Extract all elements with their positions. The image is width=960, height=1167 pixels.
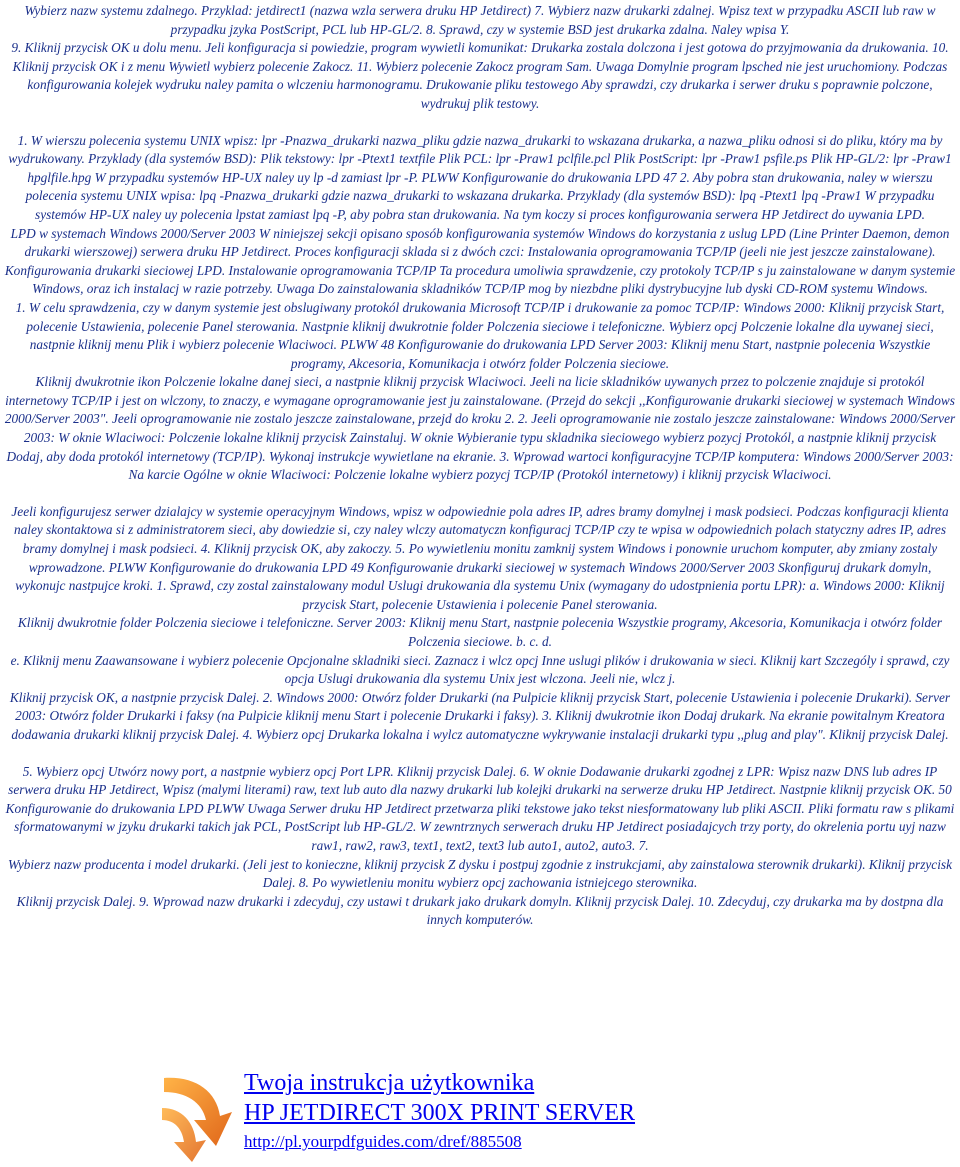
footer	[154, 1068, 854, 1164]
footer-url-link[interactable]: http://pl.yourpdfguides.com/dref/885508	[244, 1132, 522, 1151]
paragraph: 1. W celu sprawdzenia, czy w danym systemie jest obslugiwany protokól drukowania Microsoft TCP/IP i drukowanie za pomoc TCP/IP: Windows 2000: Kliknij przycisk Start, polecenie Ustawienia, polecenie Panel sterowania. Nastpnie kliknij dwukrotnie folder Polczenia sieciowe i telefoniczne. Wybierz opcj Polczenie lokalne dla uywanej sieci, nastpnie kliknij menu Plik i wybierz polecenie Wlaciwoci. PLWW 48 Konfigurowanie do drukowania LPD Server 2003: Kliknij menu Start, nastpnie polecenia Wszystkie programy, Akcesoria, Komunikacja i otwórz folder Polczenia sieciowe.	[15, 299, 945, 371]
paragraph: Jeeli konfigurujesz serwer dzialajcy w systemie operacyjnym Windows, wpisz w odpowiednie pola adres IP, adres bramy domylnej i mask podsieci. Podczas konfiguracji klienta naley skontaktowa si z administratorem sieci, aby dowiedzie si, czy naley wlczy automatyczn konfiguracj TCP/IP czy te wpisa w odpowiednich polach statyczny adres IP, adres bramy domylnej i mask podsieci. 4. Kliknij przycisk OK, aby zakoczy. 5. Po wywietleniu monitu zamknij system Windows i ponownie uruchom komputer, aby zmiany zostaly wprowadzone. PLWW Konfigurowanie do drukowania LPD 49 Konfigurowanie drukarki sieciowej w systemach Windows 2000/Server 2003 Skonfiguruj drukark domyln, wykonujc nastpujce kroki. 1. Sprawd, czy zostal zainstalowany modul Uslugi drukowania dla systemu Unix (wymagany do udostpnienia portu LPR): a. Windows 2000: Kliknij przycisk Start, polecenie Ustawienia i polecenie Panel sterowania.	[11, 503, 949, 612]
paragraph: Kliknij dwukrotnie folder Polczenia sieciowe i telefoniczne. Server 2003: Kliknij menu Start, nastpnie polecenia Wszystkie programy, Akcesoria, Komunikacja i otwórz folder Polczenia sieciowe. b. c. d.	[17, 615, 943, 649]
paragraph: LPD w systemach Windows 2000/Server 2003 W niniejszej sekcji opisano sposób konfigurowania systemów Windows do korzystania z uslug LPD (Line Printer Daemon, demon drukarki wierszowej) serwera druku HP Jetdirect. Proces konfiguracji sklada si z dwóch czci: Instalowania oprogramowania TCP/IP (jeeli nie jest jeszcze zainstalowane). Konfigurowania drukarki sieciowej LPD. Instalowanie oprogramowania TCP/IP Ta procedura umoliwia sprawdzenie, czy protokoly TCP/IP s ju zainstalowane w danym systemie Windows, oraz ich instalacj w razie potrzeby. Uwaga Do zainstalowania skladników TCP/IP mog by niezbdne pliki dystrybucyjne lub dyski CD-ROM systemu Windows.	[4, 225, 956, 297]
footer-text	[244, 1068, 635, 1154]
paragraph: Kliknij przycisk Dalej. 9. Wprowad nazw drukarki i zdecyduj, czy ustawi t drukark jako drukark domyln. Kliknij przycisk Dalej. 10. Zdecyduj, czy drukarka ma by dostpna dla innych komputerów.	[16, 893, 944, 928]
paragraph: 1. W wierszu polecenia systemu UNIX wpisz: lpr -Pnazwa_drukarki nazwa_pliku gdzie nazwa_drukarki to wskazana drukarka, a nazwa_pliku odnosi si do pliku, który ma by wydrukowany. Przyklady (dla systemów BSD): Plik tekstowy: lpr -Ptext1 textfile Plik PCL: lpr -Praw1 pclfile.pcl Plik PostScript: lpr -Praw1 psfile.ps Plik HP-GL/2: lpr -Praw1 hpglfile.hpg W przypadku systemów HP-UX naley uy lp -d zamiast lpr -P. PLWW Konfigurowanie do drukowania LPD 47 2. Aby pobra stan drukowania, naley w wierszu polecenia systemu UNIX wpisa: lpq -Pnazwa_drukarki gdzie nazwa_drukarki to wskazana drukarka. Przyklady (dla systemów BSD): lpq -Ptext1 lpq -Praw1 W przypadku systemów HP-UX naley uy polecenia lpstat zamiast lpq -P, aby pobra stan drukowania. Na tym koczy si proces konfigurowania serwera HP Jetdirect do uywania LPD.	[8, 132, 952, 222]
orange-arrow-logo-icon	[154, 1068, 242, 1164]
paragraph: Kliknij dwukrotnie ikon Polczenie lokalne danej sieci, a nastpnie kliknij przycisk Wlaciwoci. Jeeli na licie skladników uywanych przez to polczenie znajduje si protokól internetowy TCP/IP i jest on wlczony, to znaczy, e wymagane oprogramowanie jest ju zainstalowane. (Przejd do sekcji ,,Konfigurowanie drukarki sieciowej w systemach Windows 2000/Server 2003". Jeeli oprogramowanie nie zostalo jeszcze zainstalowane, przejd do kroku 2. 2. Jeeli oprogramowanie nie zostalo jeszcze zainstalowane: Windows 2000/Server 2003: W oknie Wlaciwoci: Polczenie lokalne kliknij przycisk Zainstaluj. W oknie Wybieranie typu skladnika sieciowego wybierz pozycj Protokól, a nastpnie kliknij przycisk Dodaj, aby doda protokól internetowy (TCP/IP). Wykonaj instrukcje wywietlane na ekranie. 3. Wprowad wartoci konfiguracyjne TCP/IP komputera: Windows 2000/Server 2003: Na karcie Ogólne w oknie Wlaciwoci: Polczenie lokalne wybierz pozycj TCP/IP (Protokól internetowy) i kliknij przycisk Wlaciwoci.	[4, 374, 956, 483]
paragraph: e. Kliknij menu Zaawansowane i wybierz polecenie Opcjonalne skladniki sieci. Zaznacz i wlcz opcj Inne uslugi plików i drukowania w sieci. Kliknij kart Szczególy i sprawd, czy opcja Uslugi drukowania dla systemu Unix jest wlczona. Jeeli nie, wlcz j.	[10, 652, 950, 687]
paragraph: Wybierz nazw producenta i model drukarki. (Jeli jest to konieczne, kliknij przycisk Z dysku i postpuj zgodnie z instrukcjami, aby zainstalowa sterownik drukarki). Kliknij przycisk Dalej. 8. Po wywietleniu monitu wybierz opcj zachowania istniejcego sterownika.	[8, 856, 952, 891]
footer-title-link[interactable]: Twoja instrukcja użytkownika	[244, 1070, 535, 1096]
paragraph: Wybierz nazw systemu zdalnego. Przyklad: jetdirect1 (nazwa wzla serwera druku HP Jetdirect) 7. Wybierz nazw drukarki zdalnej. Wpisz text w przypadku ASCII lub raw w przypadku jzyka PostScript, PCL lub HP-GL/2. 8. Sprawd, czy w systemie BSD jest drukarka zdalna. Naley wpisa Y.	[24, 3, 936, 37]
paragraph: 9. Kliknij przycisk OK u dolu menu. Jeli konfiguracja si powiedzie, program wywietli komunikat: Drukarka zostala dolczona i jest gotowa do przyjmowania da drukowania. 10. Kliknij przycisk OK i z menu Wywietl wybierz polecenie Zakocz. 11. Wybierz polecenie Zakocz program Sam. Uwaga Domylnie program lpsched nie jest uruchomiony. Podczas konfigurowania kolejek wydruku naley pamita o wlczeniu harmonogramu. Drukowanie pliku testowego Aby sprawdzi, czy drukarka i serwer druku s poprawnie polczone, wydrukuj plik testowy.	[11, 40, 949, 111]
paragraph: Kliknij przycisk OK, a nastpnie przycisk Dalej. 2. Windows 2000: Otwórz folder Drukarki (na Pulpicie kliknij przycisk Start, polecenie Ustawienia i polecenie Drukarki). Server 2003: Otwórz folder Drukarki i faksy (na Pulpicie kliknij menu Start i polecenie Drukarki i faksy). 3. Kliknij dwukrotnie ikon Dodaj drukark. Na ekranie powitalnym Kreatora dodawania drukarki kliknij przycisk Dalej. 4. Wybierz opcj Drukarka lokalna i wylcz automatyczne wykrywanie instalacji drukarki typu ,,plug and play". Kliknij przycisk Dalej.	[9, 689, 951, 742]
footer-product-link[interactable]: HP JETDIRECT 300X PRINT SERVER	[244, 1100, 636, 1126]
paragraph: 5. Wybierz opcj Utwórz nowy port, a nastpnie wybierz opcj Port LPR. Kliknij przycisk Dalej. 6. W oknie Dodawanie drukarki zgodnej z LPR: Wpisz nazw DNS lub adres IP serwera druku HP Jetdirect, Wpisz (malymi literami) raw, text lub auto dla nazwy drukarki lub kolejki drukarki na serwerze druku HP Jetdirect. Nastpnie kliknij przycisk OK. 50 Konfigurowanie do drukowania LPD PLWW Uwaga Serwer druku HP Jetdirect przetwarza pliki tekstowe jako tekst niesformatowany lub pliki ASCII. Pliki formatu raw s plikami sformatowanymi w jzyku drukarki takich jak PCL, PostScript lub HP-GL/2. W zewntrznych serwerach druku HP Jetdirect posiadajcych trzy porty, do okrelenia portu uyj nazw raw1, raw2, raw3, text1, text2, text3 lub auto1, auto2, auto3. 7.	[5, 763, 955, 853]
